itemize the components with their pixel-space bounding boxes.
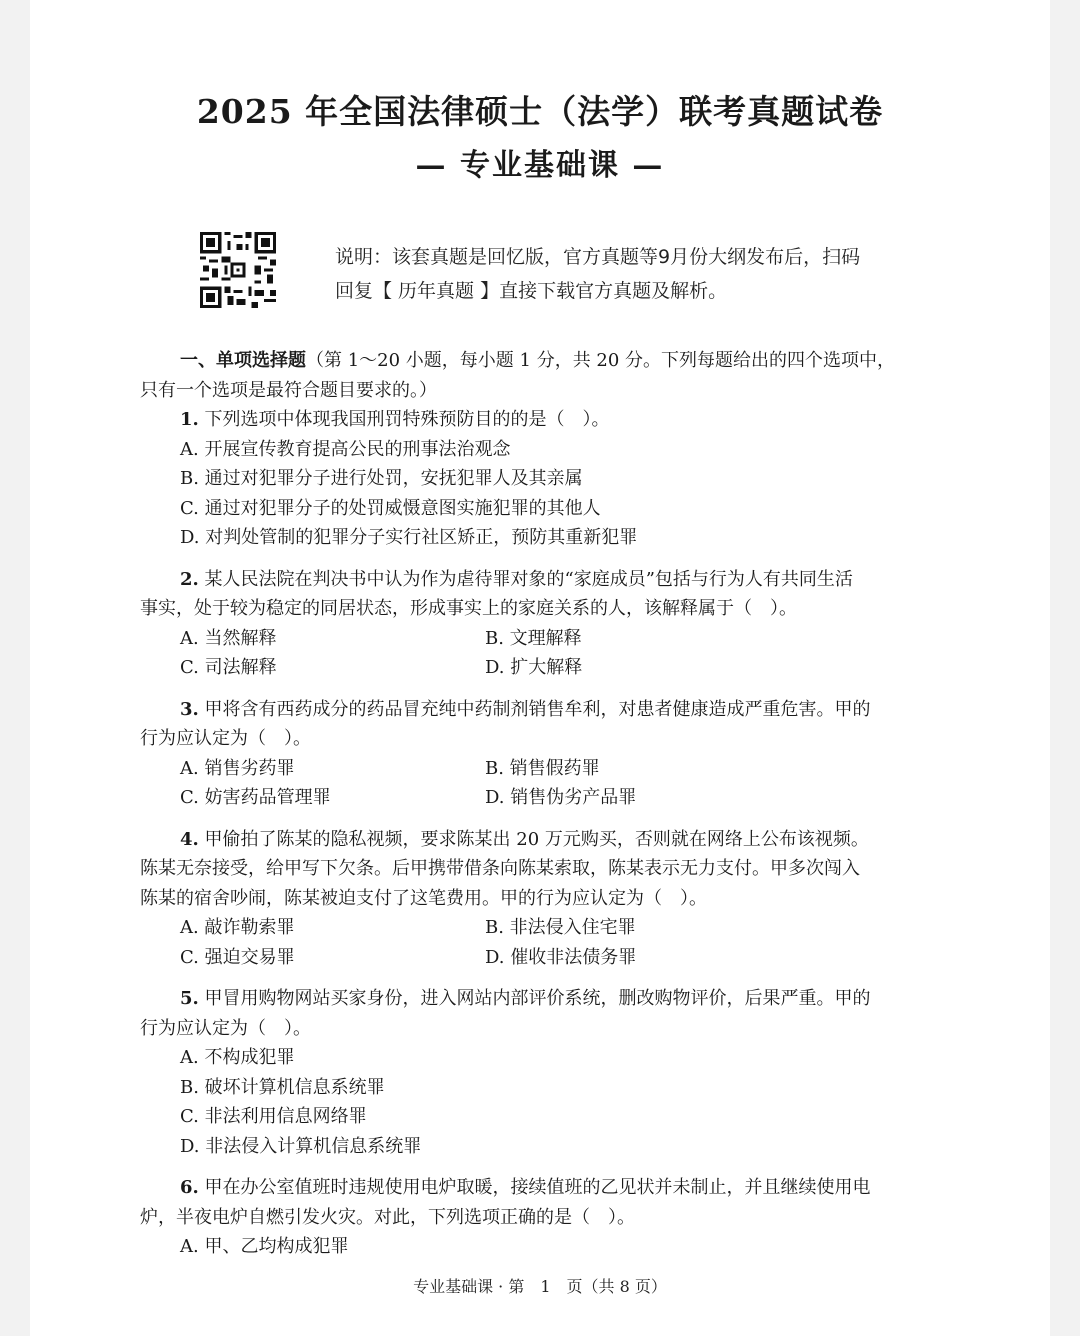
question-text: 甲将含有西药成分的药品冒充纯中药制剂销售牟利，对患者健康造成严重危害。甲的 xyxy=(204,698,871,720)
page-footer: 专业基础课 · 第 1 页（共 8 页） xyxy=(413,1277,667,1296)
answer-option[interactable]: A. 开展宣传教育提高公民的刑事法治观念 xyxy=(180,438,511,460)
answer-option[interactable]: B. 破坏计算机信息系统罪 xyxy=(180,1076,385,1098)
answer-option[interactable]: A. 当然解释 xyxy=(180,627,277,649)
question-stem xyxy=(140,405,940,435)
question-number: 6. xyxy=(180,1177,199,1198)
answer-option[interactable]: B. 文理解释 xyxy=(485,627,582,649)
page-margin-right xyxy=(1050,0,1080,1336)
section-instruction-text: 只有一个选项是最符合题目要求的。） xyxy=(140,379,437,401)
question-stem xyxy=(140,565,940,595)
exam-content xyxy=(140,346,940,1262)
question-text: 下列选项中体现我国刑罚特殊预防目的的是（ ）。 xyxy=(204,409,610,430)
question-text: 某人民法院在判决书中认为作为虐待罪对象的“家庭成员”包括与行为人有共同生活 xyxy=(204,568,853,590)
answer-option[interactable]: D. 对判处管制的犯罪分子实行社区矫正，预防其重新犯罪 xyxy=(180,527,638,548)
question-text: 行为应认定为（ ）。 xyxy=(140,728,311,749)
question-text: 炉，半夜电炉自燃引发火灾。对此，下列选项正确的是（ ）。 xyxy=(140,1206,635,1228)
answer-option[interactable]: C. 妨害药品管理罪 xyxy=(180,787,331,808)
page-subtitle: — 专业基础课 — xyxy=(415,148,665,183)
answer-option-row xyxy=(140,783,940,813)
section-instruction-text: （第 1～20 小题，每小题 1 分，共 20 分。下列每题给出的四个选项中， xyxy=(306,350,896,371)
answer-option-row xyxy=(140,913,940,943)
question-number: 1. xyxy=(180,409,199,430)
notice-line: 回复【 历年真题 】直接下载官方真题及解析。 xyxy=(335,280,728,302)
answer-option-row xyxy=(140,943,940,973)
question-stem xyxy=(140,695,940,725)
question-text: 甲在办公室值班时违规使用电炉取暖，接续值班的乙见状并未制止，并且继续使用电 xyxy=(204,1177,871,1198)
answer-option-row xyxy=(140,653,940,683)
question-text: 甲偷拍了陈某的隐私视频，要求陈某出 20 万元购买，否则就在网络上公布该视频。 xyxy=(204,828,869,850)
answer-option[interactable]: B. 非法侵入住宅罪 xyxy=(485,917,636,938)
answer-option[interactable]: C. 司法解释 xyxy=(180,657,277,678)
answer-option-row xyxy=(140,754,940,784)
question-number: 4. xyxy=(180,828,199,850)
question-text: 甲冒用购物网站买家身份，进入网站内部评价系统，删改购物评价，后果严重。甲的 xyxy=(204,988,871,1009)
answer-option[interactable]: C. 通过对犯罪分子的处罚威慑意图实施犯罪的其他人 xyxy=(180,497,601,519)
question-text: 陈某无奈接受，给甲写下欠条。后甲携带借条向陈某索取，陈某表示无力支付。甲多次闯入 xyxy=(140,858,860,879)
answer-option[interactable]: C. 强迫交易罪 xyxy=(180,946,295,968)
answer-option[interactable]: B. 销售假药罪 xyxy=(485,757,600,779)
notice-line: 说明：该套真题是回忆版，官方真题等9月份大纲发布后，扫码 xyxy=(335,246,861,268)
question-number: 5. xyxy=(180,988,199,1009)
question-text: 陈某的宿舍吵闹，陈某被迫支付了这笔费用。甲的行为应认定为（ ）。 xyxy=(140,887,707,909)
qr-code-icon[interactable] xyxy=(200,232,276,308)
notice-text xyxy=(335,240,955,308)
answer-option[interactable]: C. 非法利用信息网络罪 xyxy=(180,1106,367,1127)
question-text: 行为应认定为（ ）。 xyxy=(140,1017,311,1039)
document-page xyxy=(30,0,1050,1336)
page-margin-left xyxy=(0,0,30,1336)
answer-option[interactable]: A. 不构成犯罪 xyxy=(180,1047,295,1068)
answer-option[interactable]: A. 敲诈勒索罪 xyxy=(180,917,295,938)
answer-option-row xyxy=(140,624,940,654)
answer-option[interactable]: B. 通过对犯罪分子进行处罚，安抚犯罪人及其亲属 xyxy=(180,468,583,489)
question-stem xyxy=(140,825,940,855)
question-number: 3. xyxy=(180,698,199,720)
question-stem xyxy=(140,1173,940,1203)
section-heading: 一、单项选择题 xyxy=(180,350,306,371)
answer-option[interactable]: A. 甲、乙均构成犯罪 xyxy=(180,1236,349,1257)
question-number: 2. xyxy=(180,568,199,590)
answer-option[interactable]: D. 催收非法债务罪 xyxy=(485,946,637,968)
question-text: 事实，处于较为稳定的同居状态，形成事实上的家庭关系的人，该解释属于（ ）。 xyxy=(140,598,797,619)
question-stem xyxy=(140,984,940,1014)
answer-option[interactable]: A. 销售劣药罪 xyxy=(180,757,295,779)
answer-option[interactable]: D. 销售伪劣产品罪 xyxy=(485,787,637,808)
answer-option[interactable]: D. 扩大解释 xyxy=(485,657,583,678)
answer-option[interactable]: D. 非法侵入计算机信息系统罪 xyxy=(180,1135,422,1157)
page-title: 2025 年全国法律硕士（法学）联考真题试卷 xyxy=(196,92,884,131)
section-instructions xyxy=(140,346,940,376)
